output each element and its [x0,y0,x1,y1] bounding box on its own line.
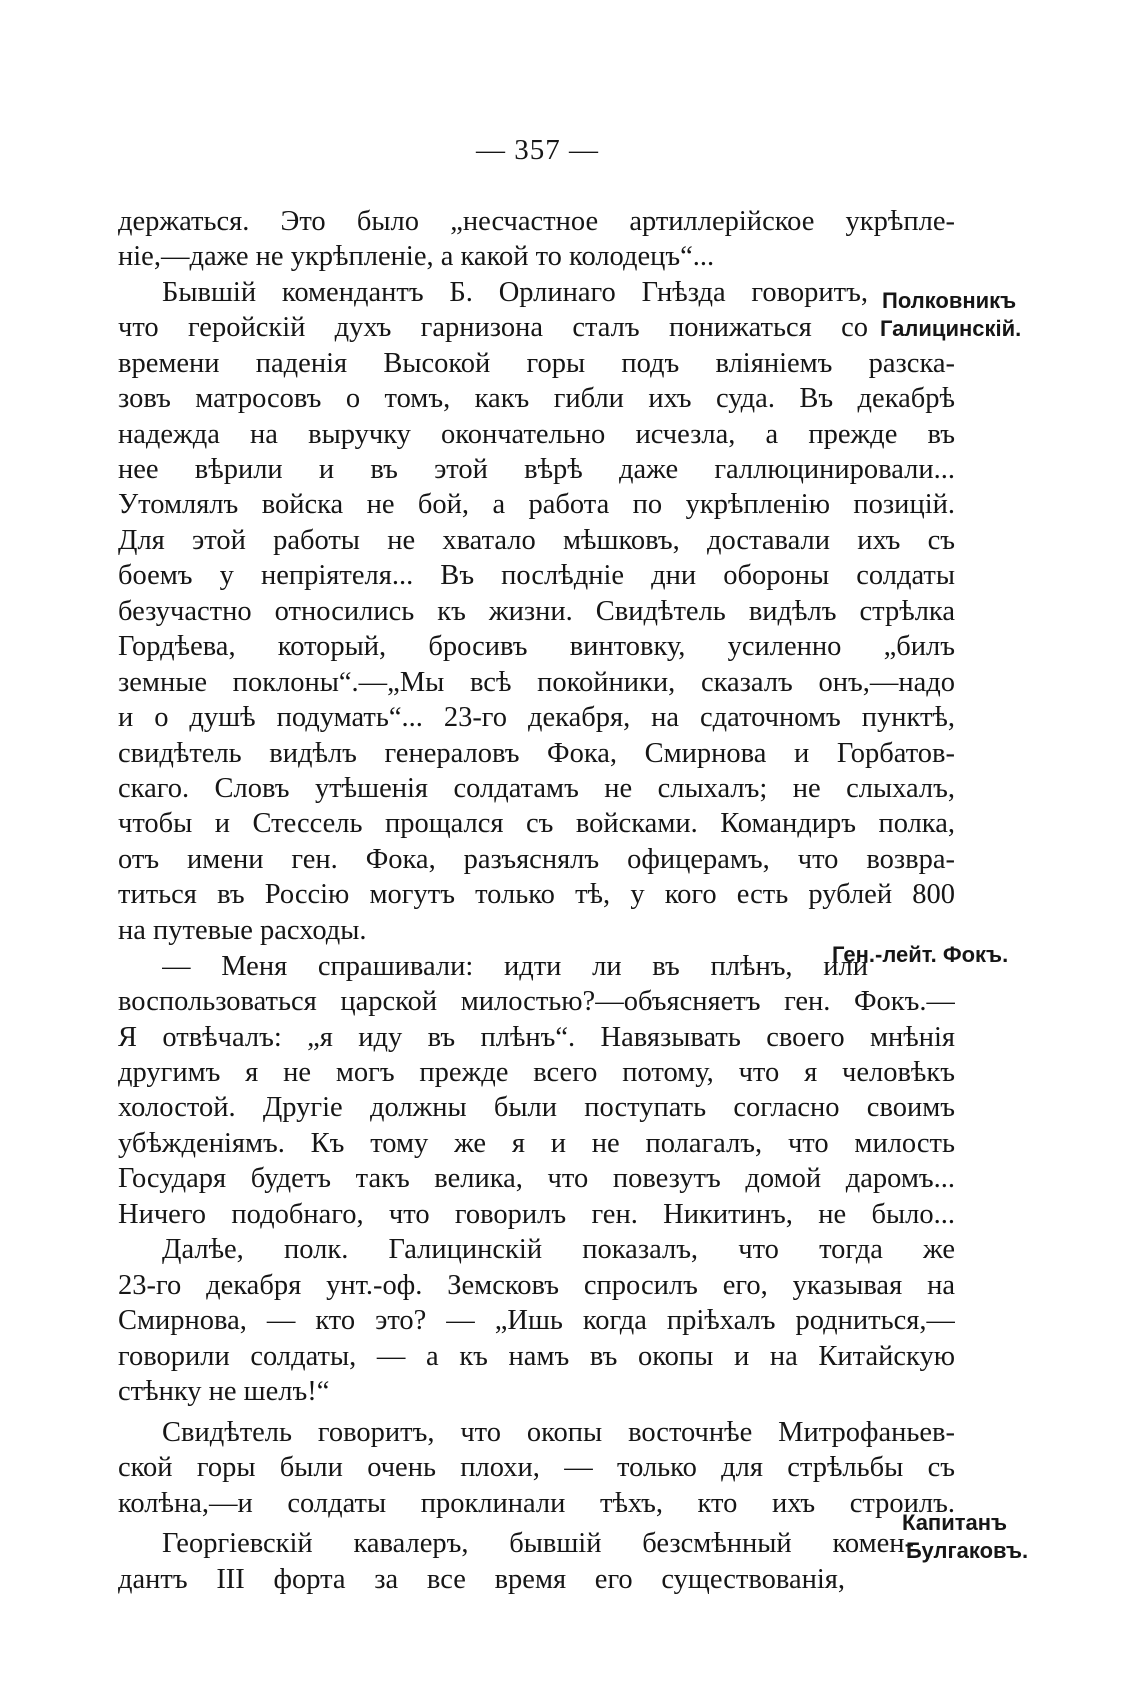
text-line: Бывшій комендантъ Б. Орлинаго Гнѣзда говоритъ, [162,277,868,308]
text-line: Утомлялъ войска не бой, а работа по укрѣпленію позицій. [118,489,955,520]
text-line: ніе,—даже не укрѣпленіе, а какой то колодецъ“... [118,241,715,272]
text-line: Далѣе, полк. Галицинскій показалъ, что тогда же [162,1234,955,1265]
text-line: надежда на выручку окончательно исчезла, а прежде въ [118,419,955,450]
text-line: убѣжденіямъ. Къ тому же я и не полагалъ, что милость [118,1128,955,1159]
text-line: Георгіевскій кавалеръ, бывшій безсмѣнный комен- [162,1528,914,1559]
text-line: Ничего подобнаго, что говорилъ ген. Никитинъ, не было... [118,1199,955,1230]
page-number: — 357 — [476,134,599,166]
side-note-line: Ген.-лейт. Фокъ. [832,942,1009,967]
text-line: земные поклоны“.—„Мы всѣ покойники, сказалъ онъ,—надо [118,667,955,698]
text-line: Смирнова, — кто это? — „Ишь когда пріѣхалъ родниться,— [118,1305,955,1336]
side-note-line: Капитанъ [902,1510,1008,1535]
text-line: чтобы и Стессель прощался съ войсками. Командиръ полка, [118,808,955,839]
side-note-polkovnik [880,287,1021,343]
text-line: дантъ III форта за все время его существованія, [118,1564,845,1595]
text-line: зовъ матросовъ о томъ, какъ гибли ихъ суда. Въ декабрѣ [118,383,955,414]
text-line: ской горы были очень плохи, — только для стрѣльбы съ [118,1452,955,1483]
side-note-line: Галицинскій. [880,316,1022,341]
text-line: — Меня спрашивали: идти ли въ плѣнъ, или [162,951,868,982]
side-note-bulgakov [902,1509,1028,1565]
text-line: Для этой работы не хватало мѣшковъ, доставали ихъ съ [118,525,955,556]
text-line: свидѣтель видѣлъ генераловъ Фока, Смирнова и Горбатов- [118,738,955,769]
text-line: титься въ Россію могутъ только тѣ, у кого есть рублей 800 [118,879,955,910]
text-line: держаться. Это было „несчастное артиллерійское укрѣпле- [118,206,955,237]
text-line: Государя будетъ такъ велика, что повезутъ домой даромъ... [118,1163,955,1194]
text-line: безучастно относились къ жизни. Свидѣтель видѣлъ стрѣлка [118,596,955,627]
text-line: Свидѣтель говоритъ, что окопы восточнѣе Митрофаньев- [162,1417,955,1448]
side-note-line: Полковникъ [882,288,1017,313]
text-line: другимъ я не могъ прежде всего потому, что я человѣкъ [118,1057,955,1088]
text-line: нее вѣрили и въ этой вѣрѣ даже галлюцинировали... [118,454,955,485]
text-line: колѣна,—и солдаты проклинали тѣхъ, кто ихъ строилъ. [118,1488,955,1519]
text-line: стѣнку не шелъ!“ [118,1376,330,1407]
side-note-line: Булгаковъ. [906,1538,1029,1563]
side-note-fok [832,941,1008,969]
text-line: что геройскій духъ гарнизона сталъ понижаться со [118,312,868,343]
text-line: боемъ у непріятеля... Въ послѣдніе дни обороны солдаты [118,560,955,591]
text-line: скаго. Словъ утѣшенія солдатамъ не слыхалъ; не слыхалъ, [118,773,955,804]
text-line: на путевые расходы. [118,915,367,946]
text-line: отъ имени ген. Фока, разъяснялъ офицерамъ, что возвра- [118,844,955,875]
text-line: холостой. Другіе должны были поступать согласно своимъ [118,1092,955,1123]
text-line: 23-го декабря унт.-оф. Земсковъ спросилъ его, указывая на [118,1270,955,1301]
text-line: Гордѣева, который, бросивъ винтовку, усиленно „билъ [118,631,955,662]
text-line: говорили солдаты, — а къ намъ въ окопы и на Китайскую [118,1341,955,1372]
text-line: Я отвѣчалъ: „я иду въ плѣнъ“. Навязывать своего мнѣнія [118,1022,955,1053]
text-line: и о душѣ подумать“... 23-го декабря, на сдаточномъ пунктѣ, [118,702,955,733]
text-line: воспользоваться царской милостью?—объясняетъ ген. Фокъ.— [118,986,955,1017]
text-line: времени паденія Высокой горы подъ вліяніемъ разска- [118,348,955,379]
